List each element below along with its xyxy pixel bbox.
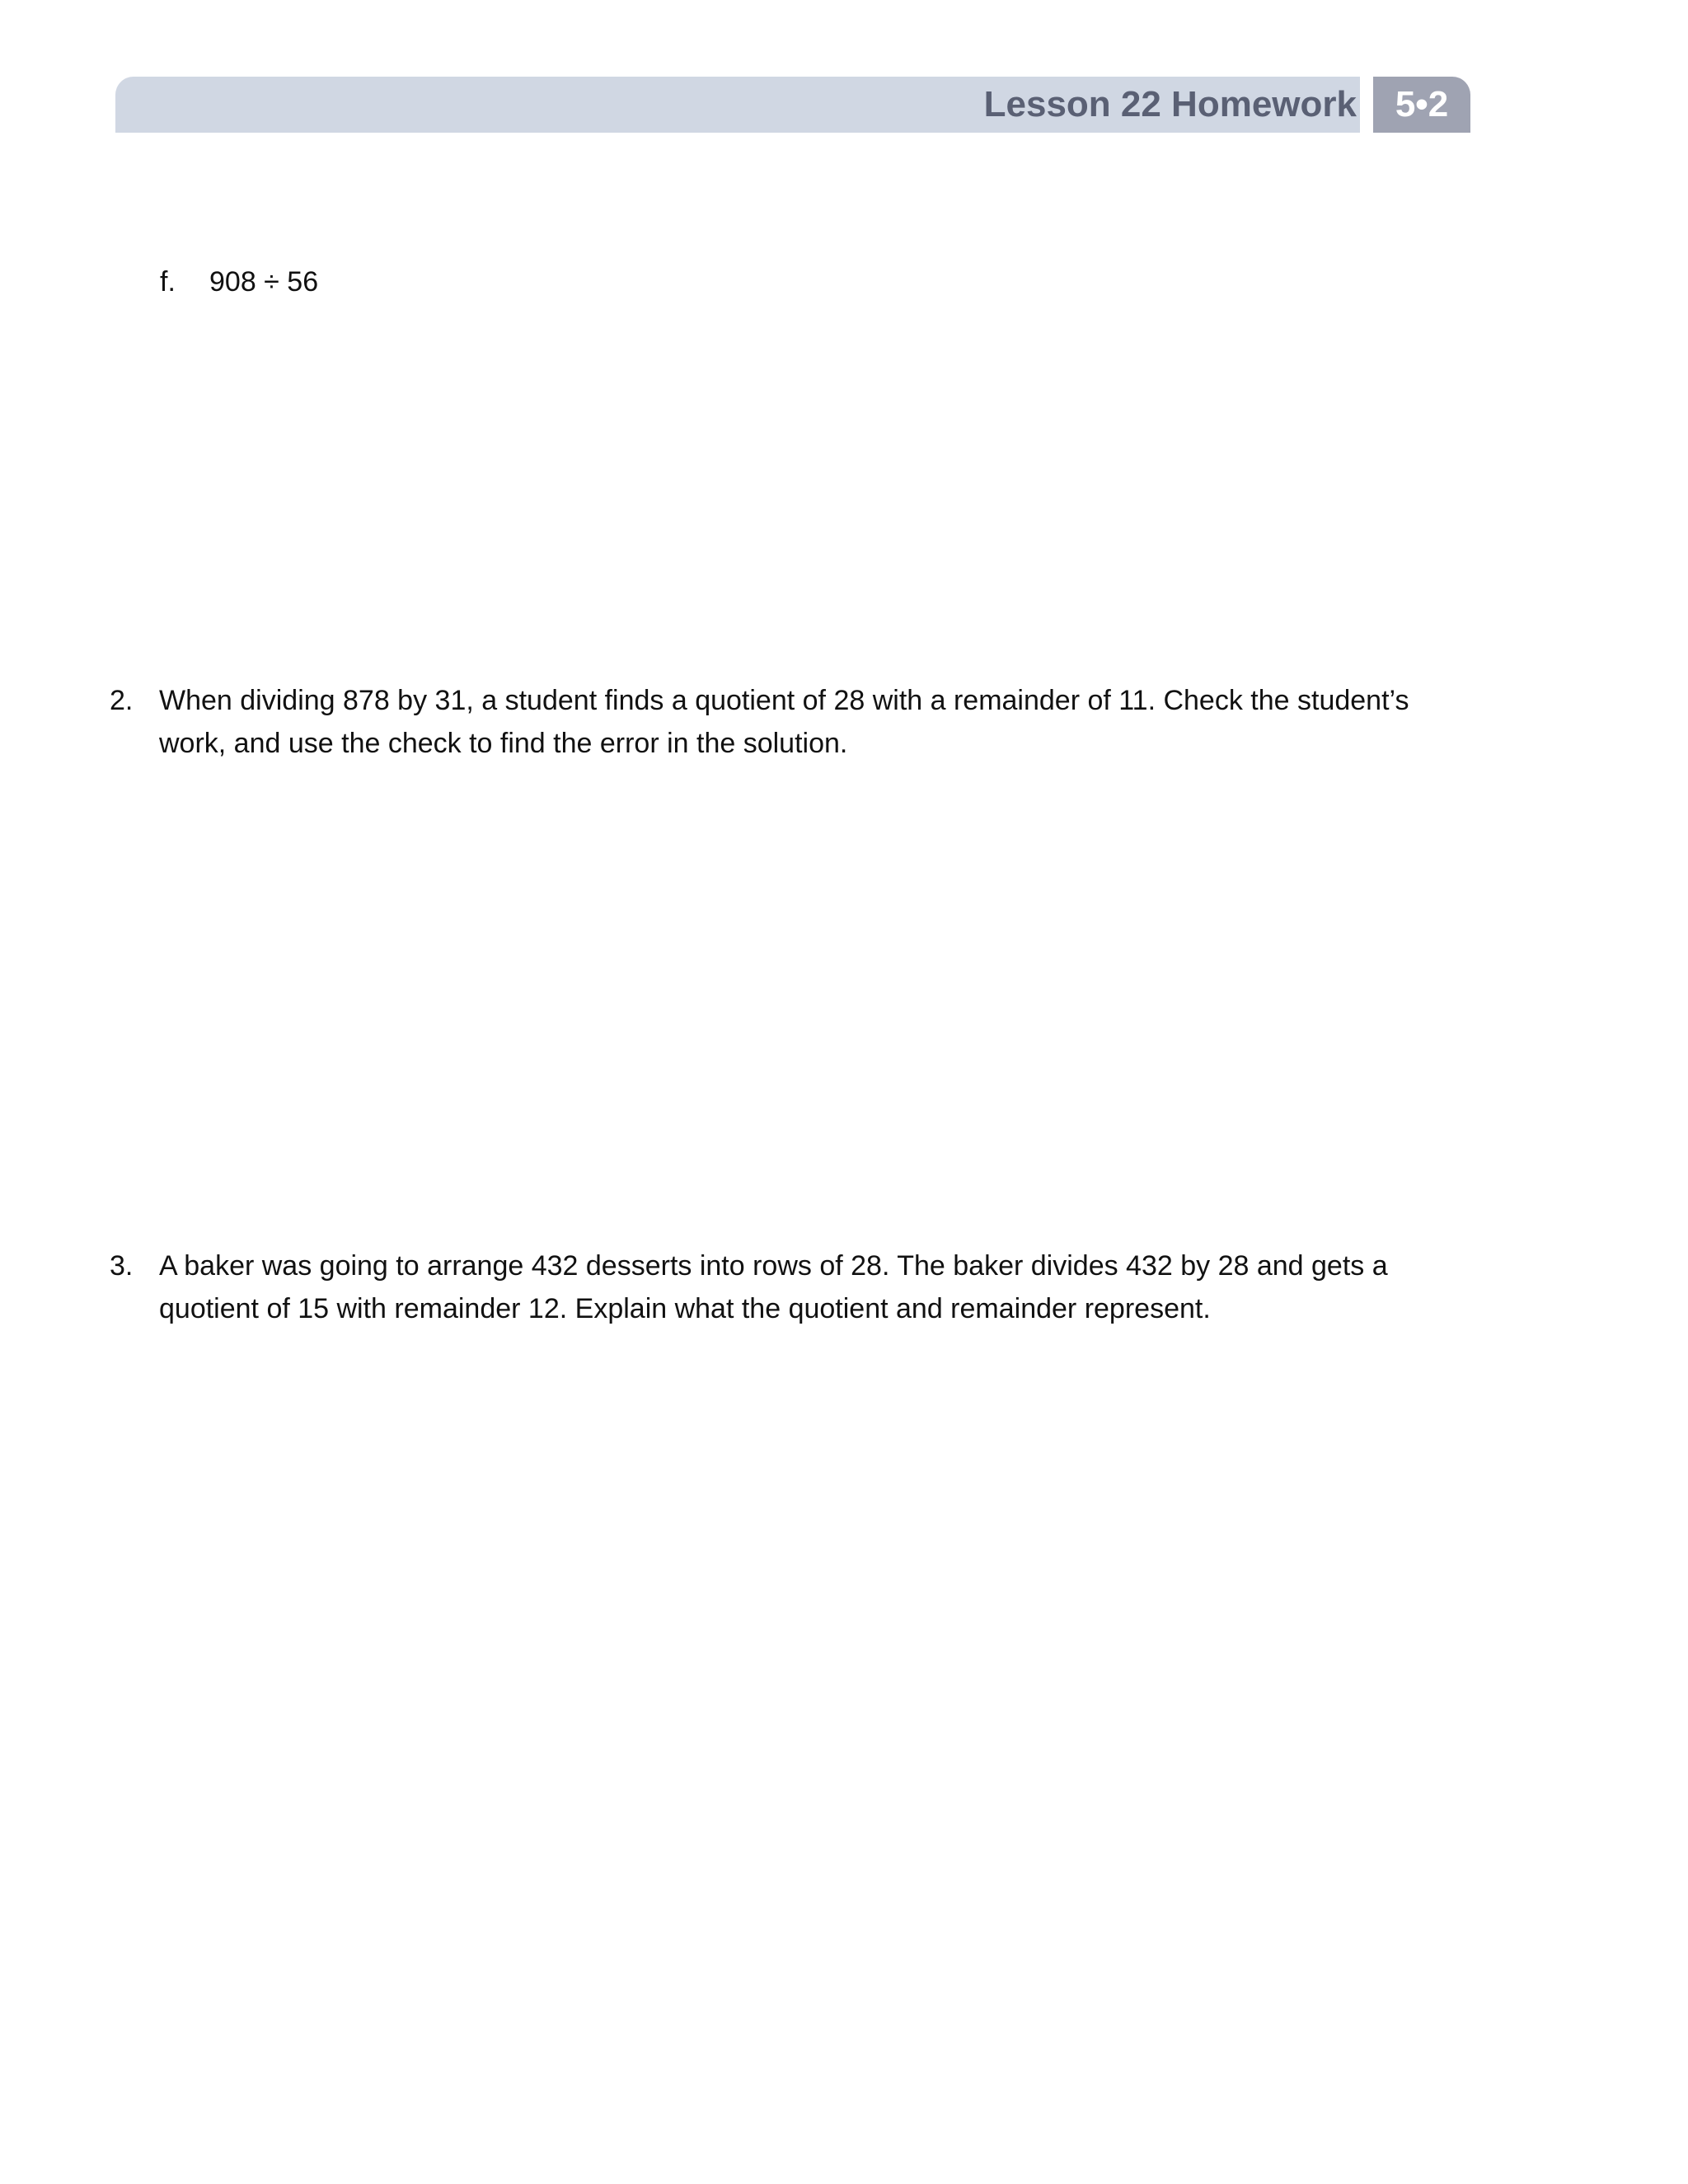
problem-text [159,1244,1388,1330]
problem-line: work, and use the check to find the error in the solution. [159,728,848,759]
problem-line: A baker was going to arrange 432 desserts into rows of 28. The baker divides 432 by 28 and gets a [159,1250,1388,1282]
problem-line: quotient of 15 with remainder 12. Explain what the quotient and remainder represent. [159,1293,1211,1324]
problem-number: 3. [110,1250,134,1282]
module-badge: 5•2 [1373,77,1470,133]
problem-text [159,679,1409,765]
problem-number: f. [160,266,176,298]
problem-line: When dividing 878 by 31, a student finds a quotient of 28 with a remainder of 11. Check the student’s [159,685,1409,716]
problem-text [209,260,318,303]
page-title: Lesson 22 Homework [983,84,1357,124]
problem-number: 2. [110,685,134,716]
problem-line: 908 ÷ 56 [209,266,319,298]
